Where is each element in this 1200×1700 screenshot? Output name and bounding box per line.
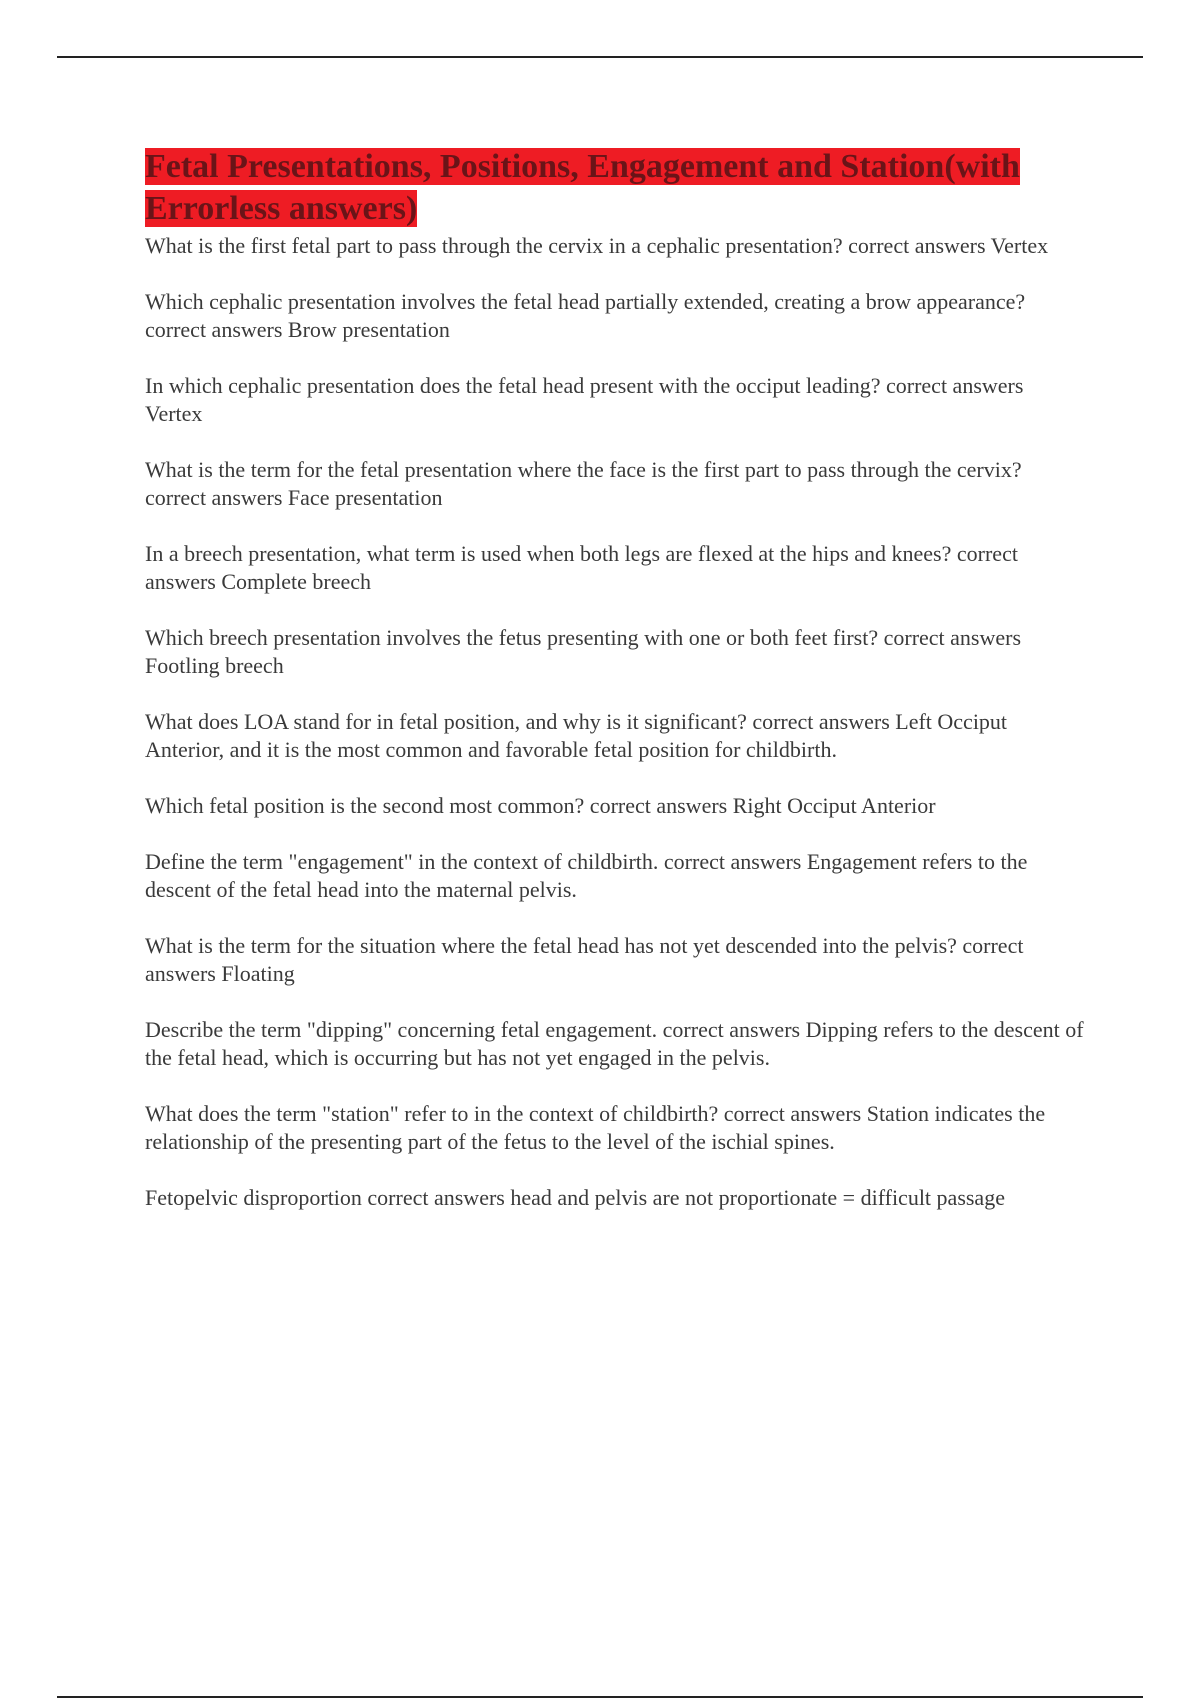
qa-item: What does LOA stand for in fetal position, and why is it significant? correct answers Left Occiput Anterior, and it is the most common and favorable fetal position for childbirth.	[145, 709, 1008, 762]
header-rule	[57, 56, 1143, 58]
footer-rule	[57, 1696, 1143, 1698]
qa-item: What is the first fetal part to pass through the cervix in a cephalic presentation? correct answers Vertex	[145, 233, 1049, 258]
qa-item: Which breech presentation involves the fetus presenting with one or both feet first? correct answers Footling breech	[145, 625, 1022, 678]
qa-item: Which fetal position is the second most common? correct answers Right Occiput Anterior	[145, 793, 936, 818]
qa-item: Describe the term "dipping" concerning fetal engagement. correct answers Dipping refers to the descent of the fetal head, which is occurring but has not yet engaged in the pelvis.	[145, 1017, 1084, 1070]
document-body	[145, 146, 1085, 1240]
qa-item: Which cephalic presentation involves the fetal head partially extended, creating a brow appearance? correct answers Brow presentation	[145, 289, 1026, 342]
qa-item: What does the term "station" refer to in the context of childbirth? correct answers Station indicates the relationship of the presenting part of the fetus to the level of the ischial spines.	[145, 1101, 1046, 1154]
qa-item: What is the term for the situation where the fetal head has not yet descended into the pelvis? correct answers Floating	[145, 933, 1024, 986]
qa-item: Define the term "engagement" in the context of childbirth. correct answers Engagement refers to the descent of the fetal head into the maternal pelvis.	[145, 849, 1028, 902]
document-title	[145, 146, 1085, 230]
qa-item: In a breech presentation, what term is used when both legs are flexed at the hips and knees? correct answers Complete breech	[145, 541, 1018, 594]
qa-item: Fetopelvic disproportion correct answers head and pelvis are not proportionate = difficult passage	[145, 1185, 1005, 1210]
title-highlight: Fetal Presentations, Positions, Engagement and Station(with Errorless answers)	[145, 148, 1020, 227]
qa-item: In which cephalic presentation does the fetal head present with the occiput leading? correct answers Vertex	[145, 373, 1024, 426]
qa-item: What is the term for the fetal presentation where the face is the first part to pass through the cervix? correct answers Face presentation	[145, 457, 1022, 510]
